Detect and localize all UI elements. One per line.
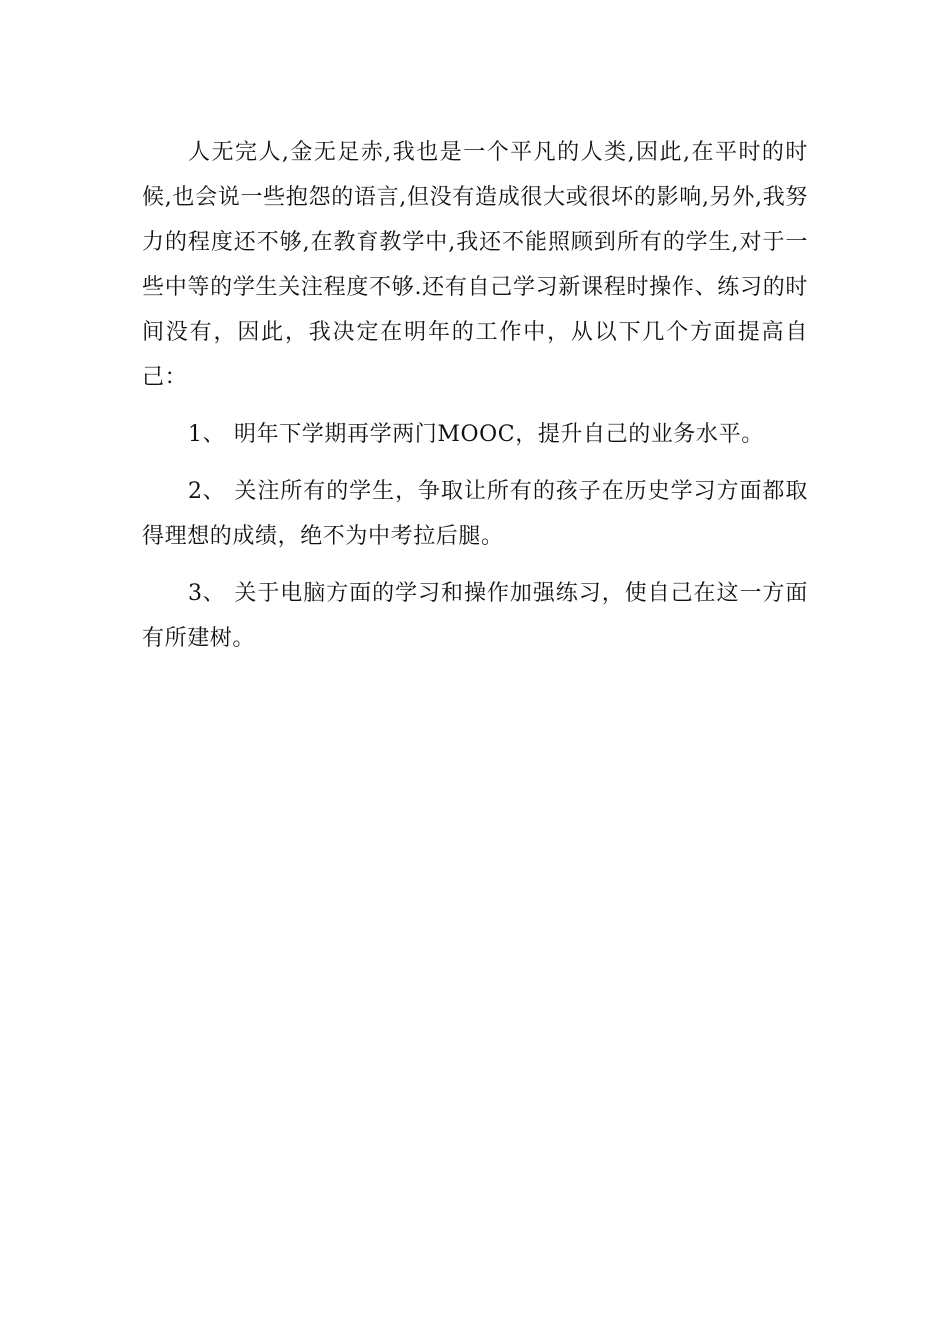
list-item-number: 2、 <box>188 479 226 504</box>
list-item-number: 3、 <box>188 581 226 606</box>
list-item-2 <box>142 469 808 559</box>
list-item-number: 1、 <box>188 422 226 447</box>
list-item-text: 关注所有的学生，争取让所有的孩子在历史学习方面都取得理想的成绩，绝不为中考拉后腿。 <box>142 479 808 549</box>
document-body <box>142 130 808 661</box>
list-item-3 <box>142 571 808 661</box>
list-item-text: 明年下学期再学两门MOOC，提升自己的业务水平。 <box>234 422 764 447</box>
intro-paragraph: 人无完人,金无足赤,我也是一个平凡的人类,因此,在平时的时候,也会说一些抱怨的语言,但没有造成很大或很坏的影响,另外,我努力的程度还不够,在教育教学中,我还不能照顾到所有的学生,对于一些中等的学生关注程度不够.还有自己学习新课程时操作、练习的时间没有，因此，我决定在明年的工作中，从以下几个方面提高自己： <box>142 140 808 390</box>
list-item-text: 关于电脑方面的学习和操作加强练习，使自己在这一方面有所建树。 <box>142 581 808 651</box>
list-item-1 <box>142 412 808 457</box>
